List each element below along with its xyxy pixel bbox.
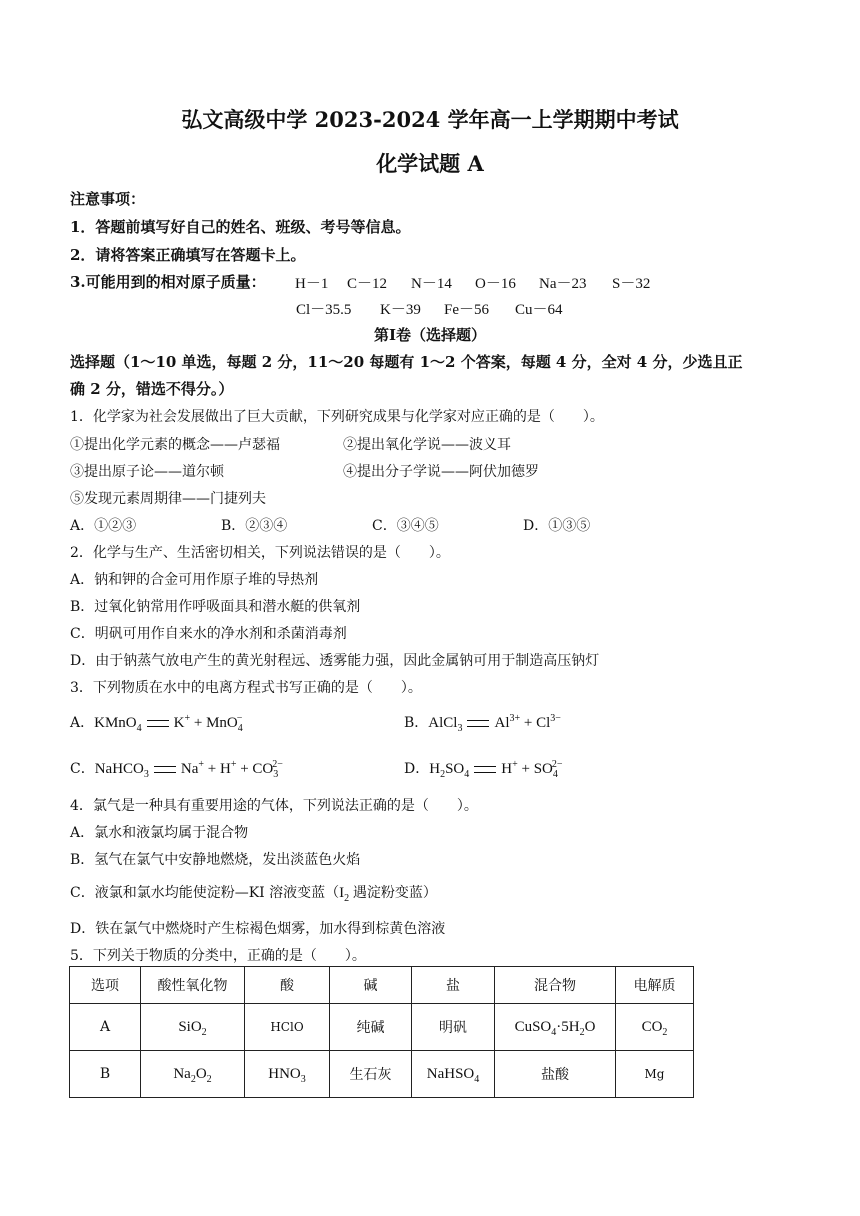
q3-option-b-letter: B．: [404, 715, 429, 731]
q2-option-b: B．过氧化钠常用作呼吸面具和潜水艇的供氧剂: [70, 599, 361, 615]
q1-statement-3: ③提出原子论——道尔顿: [70, 464, 224, 480]
header-base: 碱: [330, 967, 412, 1004]
equals-sign: [154, 766, 176, 773]
q1-statement-2: ②提出氧化学说——波义耳: [343, 437, 511, 453]
row-a-acid: HClO: [245, 1004, 330, 1051]
q4-option-d: D．铁在氯气中燃烧时产生棕褐色烟雾，加水得到棕黄色溶液: [70, 921, 446, 937]
header-option: 选项: [70, 967, 141, 1004]
header-mixture: 混合物: [495, 967, 616, 1004]
row-b-electrolyte: Mg: [616, 1051, 694, 1098]
exam-subtitle: 化学试题 A: [376, 151, 484, 176]
q3-option-a-letter: A．: [70, 715, 95, 731]
q4-option-b: B．氢气在氯气中安静地燃烧，发出淡蓝色火焰: [70, 852, 361, 868]
q1-option-b: B．②③④: [221, 518, 288, 534]
q3-option-c: [70, 758, 283, 778]
row-b-option: B: [70, 1051, 141, 1098]
equals-sign: [467, 720, 489, 727]
q2-option-c: C．明矾可用作自来水的净水剂和杀菌消毒剂: [70, 626, 347, 642]
q1-option-c: C．③④⑤: [372, 518, 439, 534]
q3-option-b: [404, 712, 561, 732]
q3-equation-a: KMnO$_4$ K+ + MnO$_4$−: [94, 713, 243, 734]
table-row: [70, 1004, 694, 1051]
table-row: [70, 1051, 694, 1098]
q1-statement-5: ⑤发现元素周期律——门捷列夫: [70, 491, 266, 507]
mass-o: O－16: [475, 276, 516, 292]
q2-stem: 2．化学与生产、生活密切相关，下列说法错误的是（ ）。: [70, 545, 450, 561]
q4-stem: 4．氯气是一种具有重要用途的气体，下列说法正确的是（ ）。: [70, 798, 478, 814]
notes-heading: 注意事项：: [70, 190, 146, 208]
q4-option-c-main: C．液氯和氯水均能使淀粉—KI 溶液变蓝（: [70, 885, 340, 901]
q4-option-c: [70, 882, 437, 902]
row-b-acidic-oxide: $Na_2O_2$: [141, 1051, 245, 1098]
row-b-salt: NaHSO$_4$: [412, 1051, 495, 1098]
q1-stem: 1．化学家为社会发展做出了巨大贡献，下列研究成果与化学家对应正确的是（ ）。: [70, 409, 604, 425]
q1-option-a: A．①②③: [70, 518, 137, 534]
row-a-base: 纯碱: [330, 1004, 412, 1051]
row-a-acidic-oxide: SiO$_2$: [141, 1004, 245, 1051]
note-item-2: 2．请将答案正确填写在答题卡上。: [70, 246, 306, 264]
mass-fe: Fe－56: [444, 302, 490, 318]
equals-sign: [474, 766, 496, 773]
mass-c: C－12: [347, 276, 388, 292]
section-instructions-1: 选择题（1～10 单选，每题 2 分，11～20 每题有 1～2 个答案，每题 4 分，全对 4 分，少选且正: [70, 353, 743, 371]
header-salt: 盐: [412, 967, 495, 1004]
equals-sign: [147, 720, 169, 727]
row-a-option: A: [70, 1004, 141, 1051]
q4-option-c-tail: 遇淀粉变蓝）: [352, 885, 437, 901]
header-acidic-oxide: 酸性氧化物: [141, 967, 245, 1004]
q4-option-a: A．氯水和液氯均属于混合物: [70, 825, 249, 841]
q3-equation-d: $H_2SO_4$ $H^+ + SO_4^{2-}$: [429, 759, 563, 780]
q3-equation-c: NaHCO$_3$ $Na^+ + H^+ + CO_3^{2-}$: [94, 759, 283, 780]
q3-equation-b: AlCl$_3$ $Al^{3+} + Cl^{3-}$: [428, 713, 561, 734]
row-b-mixture: 盐酸: [495, 1051, 616, 1098]
mass-cl: Cl－35.5: [296, 302, 352, 318]
q2-option-a: A．钠和钾的合金可用作原子堆的导热剂: [70, 572, 319, 588]
mass-h: H－1: [295, 276, 329, 292]
q1-option-d: D．①③⑤: [523, 518, 591, 534]
mass-na: Na－23: [539, 276, 587, 292]
header-electrolyte: 电解质: [616, 967, 694, 1004]
q5-stem: 5．下列关于物质的分类中，正确的是（ ）。: [70, 948, 366, 964]
note-item-3-label: 3.可能用到的相对原子质量：: [70, 273, 266, 291]
mass-n: N－14: [411, 276, 452, 292]
row-a-salt: 明矾: [412, 1004, 495, 1051]
q3-option-d: [404, 758, 563, 778]
header-acid: 酸: [245, 967, 330, 1004]
table-header-row: [70, 967, 694, 1004]
q3-option-a: [70, 712, 242, 732]
section-instructions-2: 确 2 分，错选不得分。）: [70, 380, 234, 398]
row-b-acid: $HNO_3$: [245, 1051, 330, 1098]
q2-option-d: D．由于钠蒸气放电产生的黄光射程远、透雾能力强，因此金属钠可用于制造高压钠灯: [70, 653, 600, 669]
mass-k: K－39: [380, 302, 421, 318]
exam-title: 弘文高级中学 2023-2024 学年高一上学期期中考试: [181, 107, 679, 132]
row-a-electrolyte: $CO_2$: [616, 1004, 694, 1051]
mass-s: S－32: [612, 276, 651, 292]
q3-stem: 3．下列物质在水中的电离方程式书写正确的是（ ）。: [70, 680, 422, 696]
q3-option-d-letter: D．: [404, 761, 430, 777]
q5-classification-table: [69, 966, 694, 1098]
q1-statement-4: ④提出分子学说——阿伏加德罗: [343, 464, 539, 480]
mass-cu: Cu－64: [515, 302, 563, 318]
note-item-1: 1．答题前填写好自己的姓名、班级、考号等信息。: [70, 218, 411, 236]
row-a-mixture: $CuSO_4\cdot 5H_2O$: [495, 1004, 616, 1051]
q3-option-c-letter: C．: [70, 761, 95, 777]
q1-statement-1: ①提出化学元素的概念——卢瑟福: [70, 437, 280, 453]
section-title: 第Ⅰ卷（选择题）: [373, 326, 487, 344]
q4-iodine-formula: $I_2$: [339, 885, 350, 904]
row-b-base: 生石灰: [330, 1051, 412, 1098]
